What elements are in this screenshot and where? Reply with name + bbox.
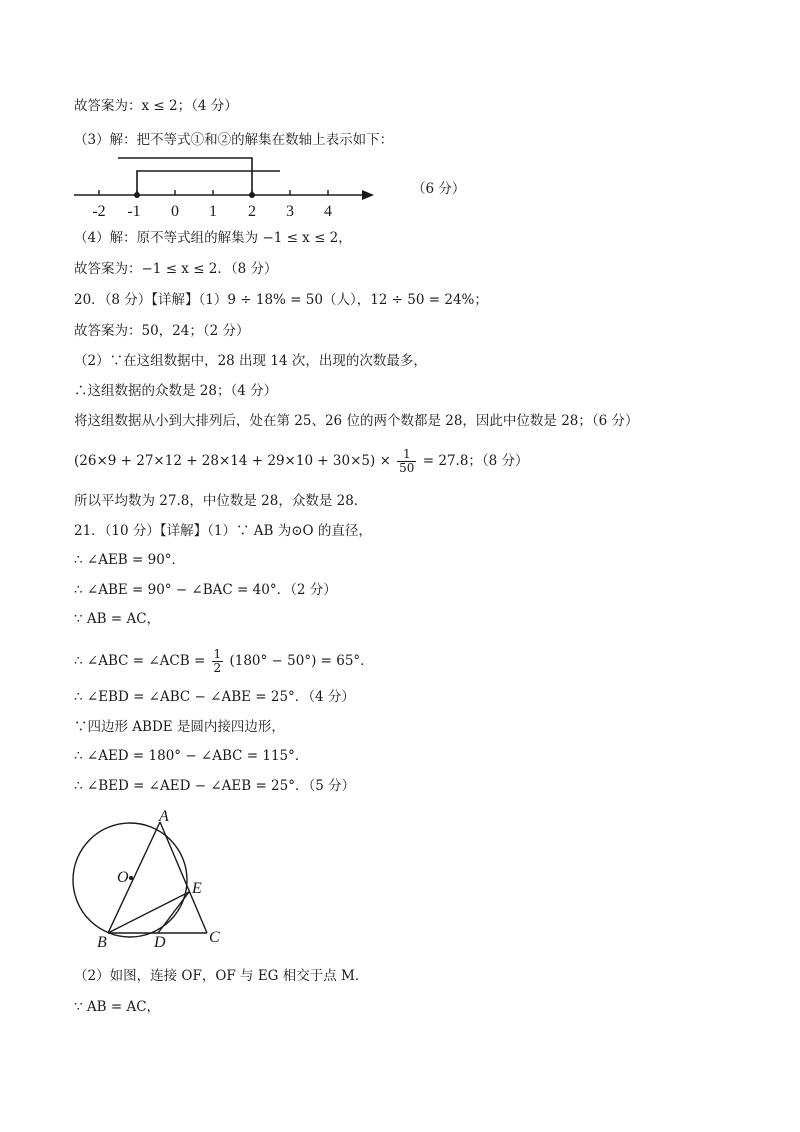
step-aed: ∴ ∠AED = 180° − ∠ABC = 115°． bbox=[74, 748, 309, 764]
tick-label: 2 bbox=[248, 203, 256, 220]
label-o: O bbox=[117, 869, 129, 886]
label-a: A bbox=[159, 808, 169, 825]
step-ab-eq-ac: ∵ AB = AC， bbox=[74, 611, 161, 627]
answer-line-2: 故答案为：−1 ≤ x ≤ 2．（8 分） bbox=[74, 261, 278, 277]
label-b: B bbox=[97, 934, 107, 951]
step-ab-eq-ac-2: ∵ AB = AC， bbox=[74, 999, 161, 1015]
mean-calculation bbox=[74, 448, 529, 475]
abc-result: (180° − 50°) = 65°． bbox=[229, 653, 374, 669]
fraction-1-over-50 bbox=[397, 448, 416, 475]
center-point-o bbox=[129, 876, 133, 880]
step-ebd: ∴ ∠EBD = ∠ABC − ∠ABE = 25°．（4 分） bbox=[74, 689, 355, 705]
answer-line-3: 故答案为：50，24；（2 分） bbox=[74, 323, 250, 339]
fraction-1-over-2 bbox=[212, 648, 224, 675]
label-e: E bbox=[192, 880, 202, 897]
circle-o bbox=[73, 823, 187, 937]
mean-result: = 27.8；（8 分） bbox=[422, 453, 529, 469]
label-c: C bbox=[209, 929, 220, 946]
fraction-numerator: 1 bbox=[213, 647, 222, 661]
part-4-solution: （4）解：原不等式组的解集为 −1 ≤ x ≤ 2， bbox=[74, 230, 352, 246]
mean-expression: (26×9 + 27×12 + 28×14 + 29×10 + 30×5) × bbox=[74, 453, 391, 469]
step-aeb: ∴ ∠AEB = 90°． bbox=[74, 552, 186, 568]
tick-label: 1 bbox=[209, 203, 217, 220]
fraction-denominator: 50 bbox=[399, 461, 415, 475]
solution-set-bracket-upper bbox=[118, 158, 252, 195]
step-cyclic-quad: ∵四边形 ABDE 是圆内接四边形， bbox=[74, 719, 285, 735]
part-2-intro: （2）如图，连接 OF，OF 与 EG 相交于点 M． bbox=[74, 968, 369, 984]
endpoint-dot-2 bbox=[249, 192, 255, 198]
segment-de bbox=[158, 892, 189, 933]
fraction-numerator: 1 bbox=[397, 448, 416, 462]
axis-arrow-icon bbox=[362, 190, 374, 200]
mode-statement: ∴这组数据的众数是 28；（4 分） bbox=[74, 383, 278, 399]
q21-intro: 21．（10 分）【详解】（1）∵ AB 为⊙O 的直径， bbox=[74, 523, 372, 539]
step-bed: ∴ ∠BED = ∠AED − ∠AEB = 25°．（5 分） bbox=[74, 778, 356, 794]
summary-statement: 所以平均数为 27.8，中位数是 28，众数是 28． bbox=[74, 493, 368, 509]
number-line-diagram bbox=[70, 150, 390, 220]
score-note: （6 分） bbox=[412, 181, 466, 197]
part-3-intro: （3）解：把不等式①和②的解集在数轴上表示如下： bbox=[74, 132, 394, 148]
q20-part1: 20．（8 分）【详解】（1）9 ÷ 18% = 50（人），12 ÷ 50 = 24%； bbox=[74, 292, 488, 308]
step-abc bbox=[74, 648, 374, 675]
tick-label: 4 bbox=[324, 203, 332, 220]
median-statement: 将这组数据从小到大排列后，处在第 25、26 位的两个数都是 28，因此中位数是 28；（6 分） bbox=[74, 413, 639, 429]
circle-triangle-figure bbox=[70, 806, 230, 951]
endpoint-dot-neg1 bbox=[134, 192, 140, 198]
segment-ac bbox=[160, 822, 207, 933]
fraction-denominator: 2 bbox=[213, 661, 222, 675]
segment-ab bbox=[108, 822, 160, 933]
tick-label: 3 bbox=[286, 203, 294, 220]
tick-label: -1 bbox=[127, 203, 141, 220]
abc-expression: ∴ ∠ABC = ∠ACB = bbox=[74, 653, 206, 669]
label-d: D bbox=[154, 934, 166, 951]
step-abe: ∴ ∠ABE = 90° − ∠BAC = 40°．（2 分） bbox=[74, 582, 337, 598]
tick-label: 0 bbox=[171, 203, 179, 220]
answer-line-1: 故答案为：x ≤ 2；（4 分） bbox=[74, 98, 238, 114]
solution-set-bracket-lower bbox=[137, 171, 280, 195]
tick-label: -2 bbox=[92, 203, 106, 220]
q20-part2: （2）∵在这组数据中，28 出现 14 次，出现的次数最多， bbox=[74, 353, 427, 369]
